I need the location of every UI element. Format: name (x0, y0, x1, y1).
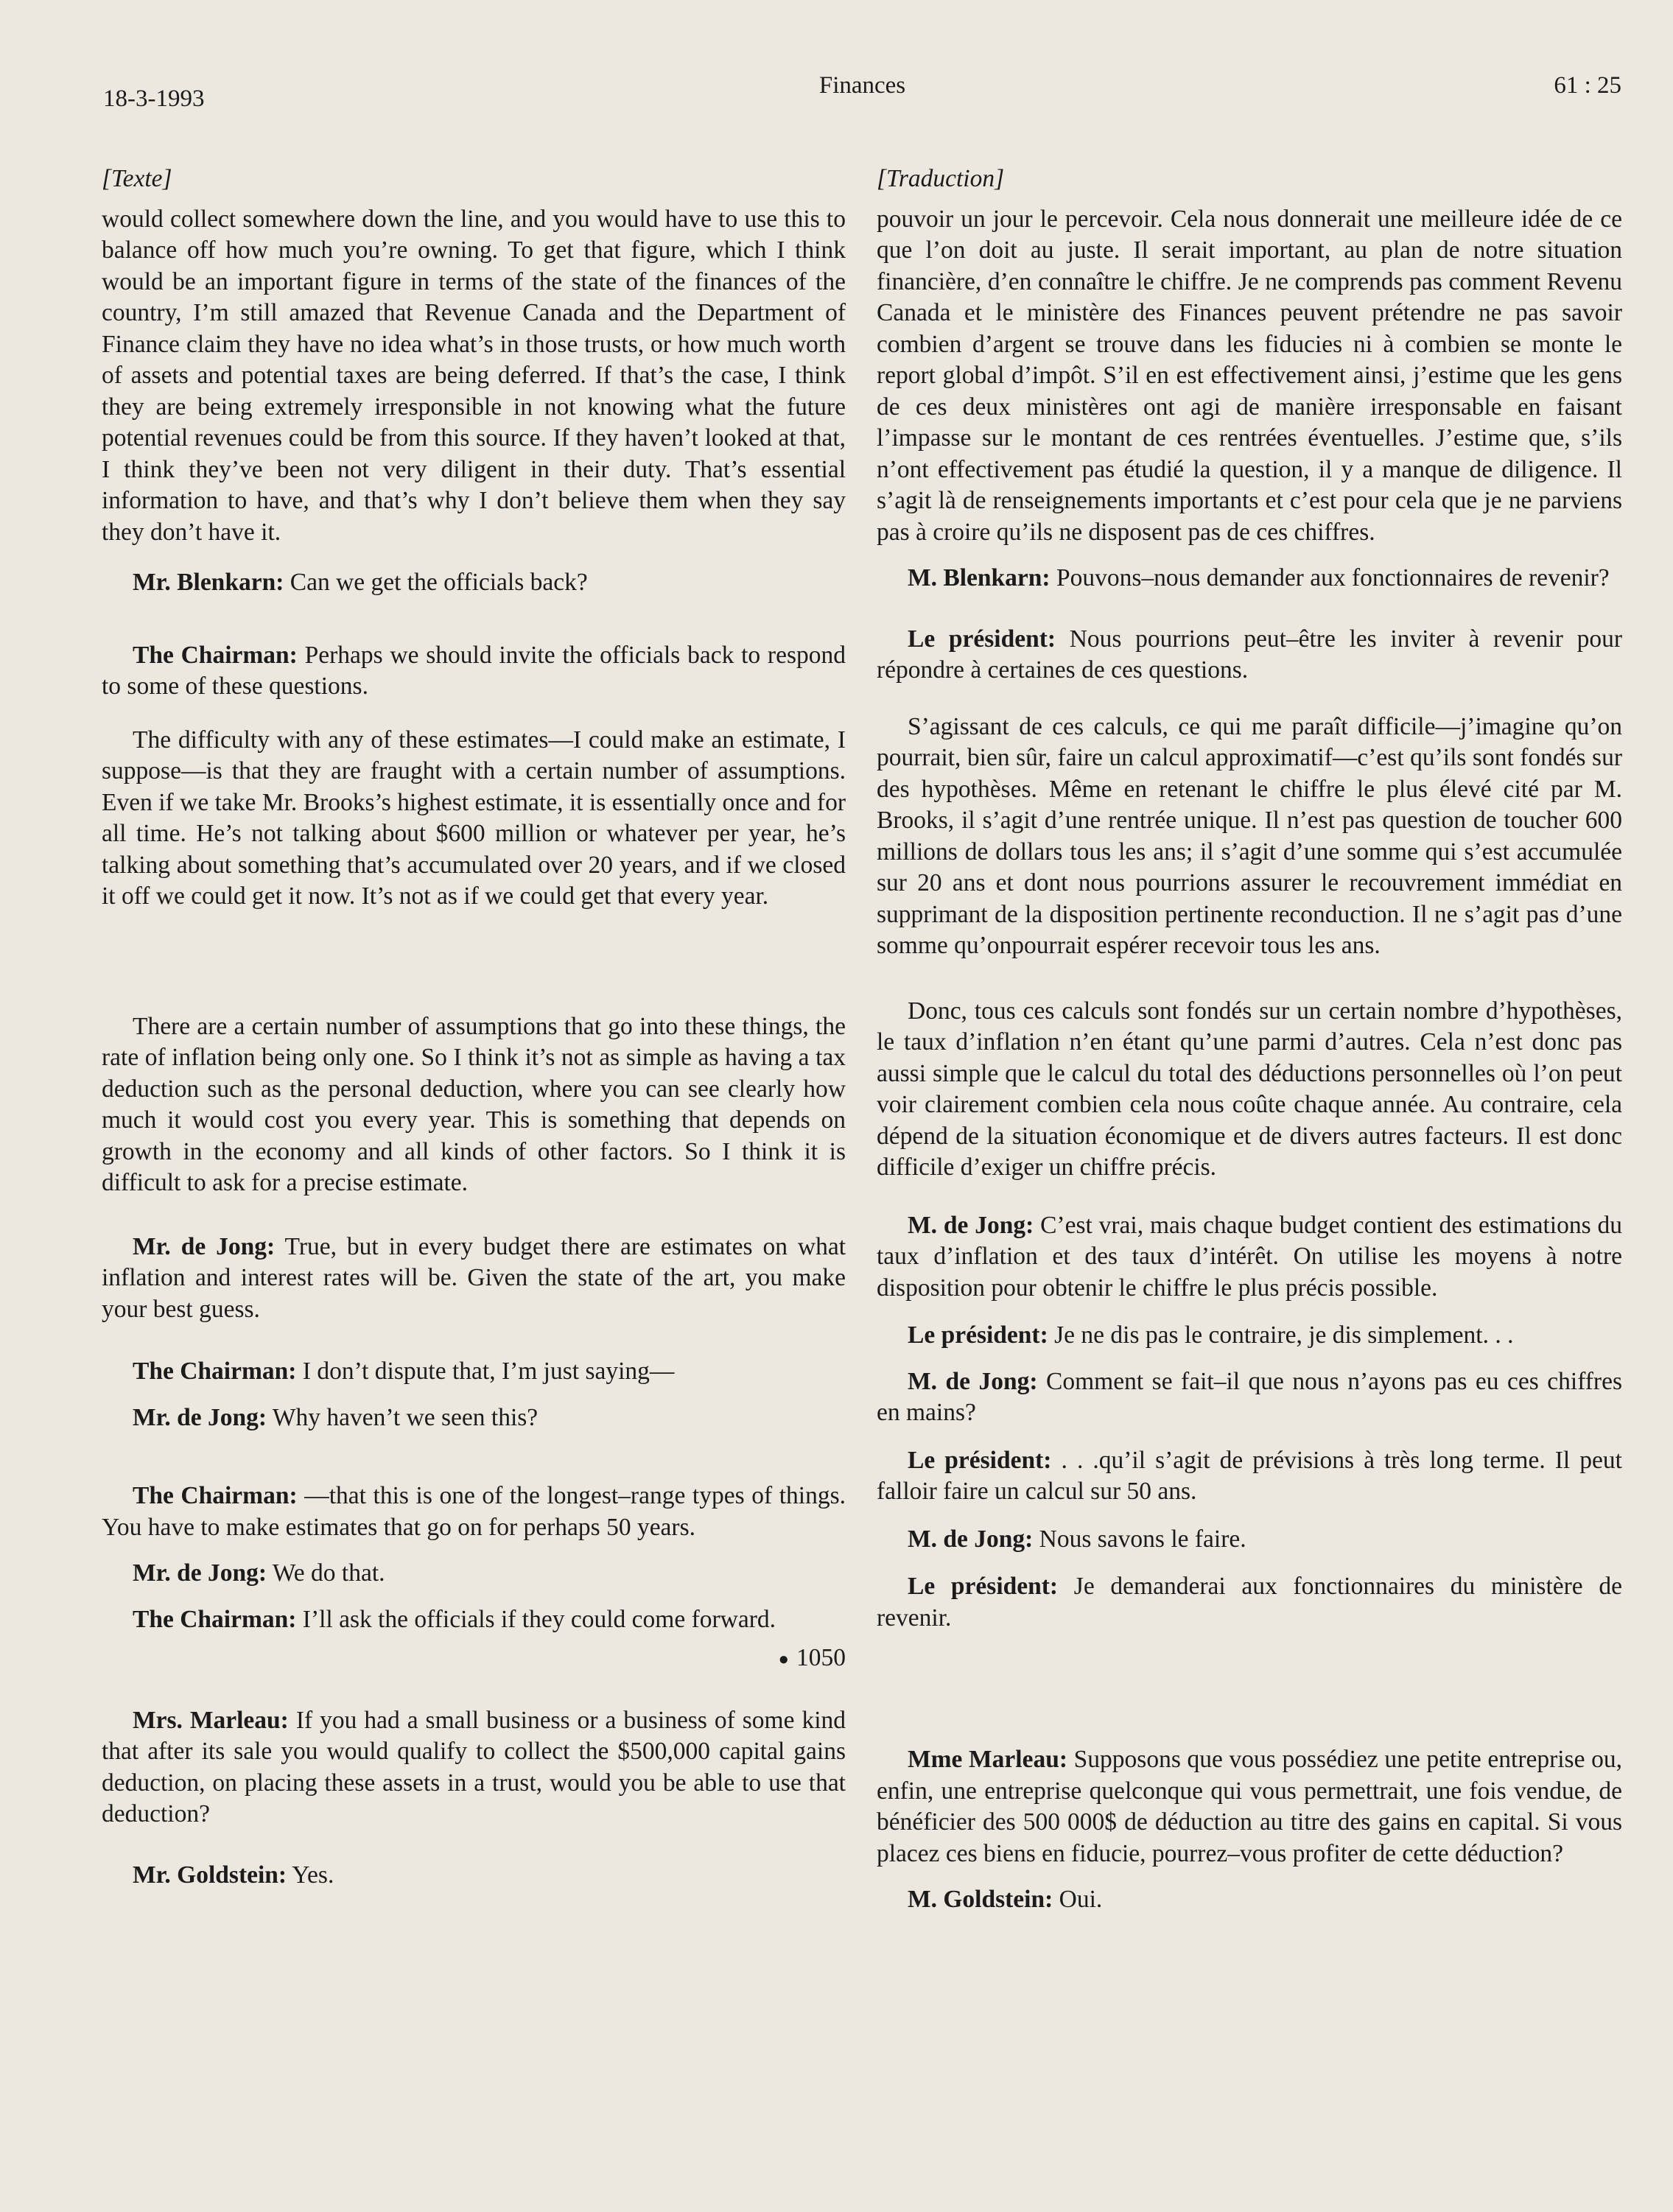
column-label-texte: [Texte] (102, 165, 172, 192)
english-column (102, 164, 846, 1913)
speech-paragraph: S’agissant de ces calculs, ce qui me paraît difficile—j’imagine qu’on pourrait, bien sûr, faire un calcul approximatif—c’est qu’ils sont fondés sur des hypothèses. Même en retenant le chiffre le plus élevé cité par M. Brooks, il s’agit d’une rentrée unique. Il n’est pas question de toucher 600 millions de dollars tous les ans; il s’agit d’une somme qui s’est accumulée sur 20 ans et dont nous pourrions assurer le recouvrement immédiat en supprimant de la disposition pertinente reconduction. Il ne s’agit pas d’une somme qu’onpourrait espérer recevoir tous les ans. (877, 712, 1622, 959)
page-number: 61 : 25 (1554, 72, 1621, 99)
speech-paragraph (877, 1884, 1622, 1916)
speaker-name: The Chairman: (133, 1482, 298, 1509)
speech-paragraph (102, 567, 846, 599)
speech-text: I don’t dispute that, I’m just saying— (296, 1358, 675, 1385)
speech-paragraph (877, 1524, 1622, 1556)
speech-text: True, but in every budget there are estimates on what inflation and interest rates will be. Given the state of the art, you make your best guess. (102, 1232, 846, 1323)
speech-text: Nous savons le faire. (1033, 1525, 1246, 1553)
speech-paragraph (877, 1366, 1622, 1429)
bullet-icon: ● (778, 1650, 789, 1670)
french-column (877, 164, 1622, 1938)
speech-text: Why haven’t we seen this? (267, 1403, 539, 1431)
speaker-name: M. Blenkarn: (908, 564, 1051, 591)
speech-paragraph (102, 1356, 846, 1388)
speaker-name: The Chairman: (133, 641, 298, 669)
page-header (103, 72, 1621, 112)
speech-text: . . .qu’il s’agit de prévisions à très long terme. Il peut falloir faire un calcul sur 50 ans. (877, 1446, 1622, 1505)
speaker-name: The Chairman: (133, 1358, 297, 1385)
speech-text: Nous pourrions peut–être les inviter à revenir pour répondre à certaines de ces questions. (877, 625, 1622, 684)
speaker-name: Mme Marleau: (908, 1746, 1067, 1773)
speech-paragraph (102, 1604, 846, 1636)
speech-paragraph (877, 1210, 1622, 1305)
speech-paragraph: There are a certain number of assumptions that go into these things, the rate of inflation being only one. So I think it’s not as simple as having a tax deduction such as the personal deduction, where you can see clearly how much it would cost you every year. This is something that depends on growth in the economy and all kinds of other factors. So I think it is difficult to ask for a precise estimate. (102, 1012, 846, 1196)
speech-text: Perhaps we should invite the officials back to respond to some of these questions. (102, 641, 846, 700)
speech-paragraph (877, 624, 1622, 687)
page-date: 18-3-1993 (103, 85, 205, 112)
speech-text: Supposons que vous possédiez une petite entreprise ou, enfin, une entreprise quelconque qui vous permettrait, une fois vendue, de bénéficier des 500 000$ de déduction au titre des gains en capital. Si vous placez ces biens en fiducie, pourrez–vous profiter de cette déduction? (877, 1746, 1622, 1867)
speaker-name: M. de Jong: (908, 1525, 1034, 1553)
speech-paragraph (102, 1860, 846, 1892)
speech-text: C’est vrai, mais chaque budget contient des estimations du taux d’inflation et des taux d’intérêt. On utilise les moyens à notre disposition pour obtenir le chiffre le plus précis possible. (877, 1211, 1623, 1302)
speech-paragraph (102, 640, 846, 703)
speech-paragraph (102, 1232, 846, 1326)
timestamp (102, 1643, 846, 1676)
continued-paragraph: would collect somewhere down the line, and you would have to use this to balance off how much you’re owning. To get that figure, which I think would be an important figure in terms of the state of the finances of the country, I’m still amazed that Revenue Canada and the Department of Finance claim they have no idea what’s in those trusts, or how much worth of assets and potential taxes are being deferred. If that’s the case, I think they are being extremely irresponsible in not knowing what the future potential revenues could be from this source. If they haven’t looked at that, I think they’ve been not very diligent in their duty. That’s essential information to have, and that’s why I don’t believe them when they say they don’t have it. (102, 205, 846, 546)
speech-text: Pouvons–nous demander aux fonctionnaires de revenir? (1050, 564, 1610, 591)
speech-paragraph (877, 1571, 1622, 1634)
speaker-name: Mr. de Jong: (133, 1232, 276, 1260)
speech-paragraph: The difficulty with any of these estimates—I could make an estimate, I suppose—is that they are fraught with a certain number of assumptions. Even if we take Mr. Brooks’s highest estimate, it is essentially once and for all time. He’s not talking about $600 million or whatever per year, he’s talking about something that’s accumulated over 20 years, and if we closed it off we could get it now. It’s not as if we could get that every year. (102, 726, 846, 910)
continued-paragraph: pouvoir un jour le percevoir. Cela nous donnerait une meilleure idée de ce que l’on doit au juste. Il serait important, au plan de notre situation financière, d’en connaître le chiffre. Je ne comprends pas comment Revenu Canada et le ministère des Finances peuvent prétendre ne pas savoir combien d’argent se trouve dans les fiducies ni à combien se monte le report global d’impôt. S’il en est effectivement ainsi, j’estime que les gens de ces deux ministères ont agi de manière irresponsable en faisant l’impasse sur le montant de ces rentrées éventuelles. J’estime que, s’ils n’ont effectivement pas étudié la question, il y a manque de diligence. Il s’agit là de renseignements importants et c’est pour cela que je ne parviens pas à croire qu’ils ne disposent pas de ces chiffres. (877, 205, 1622, 546)
speech-text: Je demanderai aux fonctionnaires du ministère de revenir. (877, 1573, 1622, 1632)
speaker-name: Mr. de Jong: (133, 1559, 267, 1587)
speaker-name: Mr. Blenkarn: (133, 569, 284, 596)
speech-paragraph (102, 1705, 846, 1830)
column-label-traduction: [Traduction] (877, 165, 1005, 192)
speech-text: Je ne dis pas le contraire, je dis simplement. . . (1048, 1321, 1514, 1349)
speaker-name: Mr. Goldstein: (133, 1861, 287, 1889)
speaker-name: Le président: (908, 1573, 1059, 1600)
speech-text: —that this is one of the longest–range types of things. You have to make estimates that go on for perhaps 50 years. (102, 1482, 846, 1541)
speaker-name: Le président: (908, 625, 1056, 653)
speech-text: I’ll ask the officials if they could come forward. (296, 1605, 776, 1633)
speaker-name: Mr. de Jong: (133, 1403, 267, 1431)
speech-paragraph (102, 1481, 846, 1543)
speech-paragraph: Donc, tous ces calculs sont fondés sur un certain nombre d’hypothèses, le taux d’inflation n’en étant qu’une parmi d’autres. Cela n’est donc pas aussi simple que le calcul du total des déductions personnelles où l’on peut voir clairement combien cela nous coûte chaque année. Au contraire, cela dépend de la situation économique et de divers autres facteurs. Il est donc difficile d’exiger un chiffre précis. (877, 997, 1622, 1181)
speech-text: We do that. (267, 1559, 385, 1587)
speaker-name: M. Goldstein: (908, 1886, 1053, 1913)
speaker-name: M. de Jong: (908, 1367, 1038, 1395)
speech-paragraph (102, 1402, 846, 1434)
speech-text: If you had a small business or a business of some kind that after its sale you would qualify to collect the $500,000 capital gains deduction, on placing these assets in a trust, would you be able to use that deduction? (102, 1706, 846, 1828)
speaker-name: M. de Jong: (908, 1211, 1034, 1239)
speaker-name: The Chairman: (133, 1605, 297, 1633)
speech-text: Can we get the officials back? (284, 569, 588, 596)
speech-text: Comment se fait–il que nous n’ayons pas eu ces chiffres en mains? (877, 1367, 1622, 1426)
speech-paragraph (877, 1320, 1622, 1352)
speaker-name: Le président: (908, 1446, 1052, 1474)
speech-text: Yes. (287, 1861, 334, 1889)
speech-paragraph (102, 1558, 846, 1590)
speech-text: Oui. (1053, 1886, 1103, 1913)
timestamp-value: 1050 (796, 1644, 846, 1671)
speech-paragraph (877, 1744, 1622, 1869)
speech-paragraph (877, 563, 1622, 594)
speech-paragraph (877, 1445, 1622, 1508)
speaker-name: Le président: (908, 1321, 1048, 1349)
speaker-name: Mrs. Marleau: (133, 1706, 289, 1734)
page-title: Finances (818, 72, 906, 99)
